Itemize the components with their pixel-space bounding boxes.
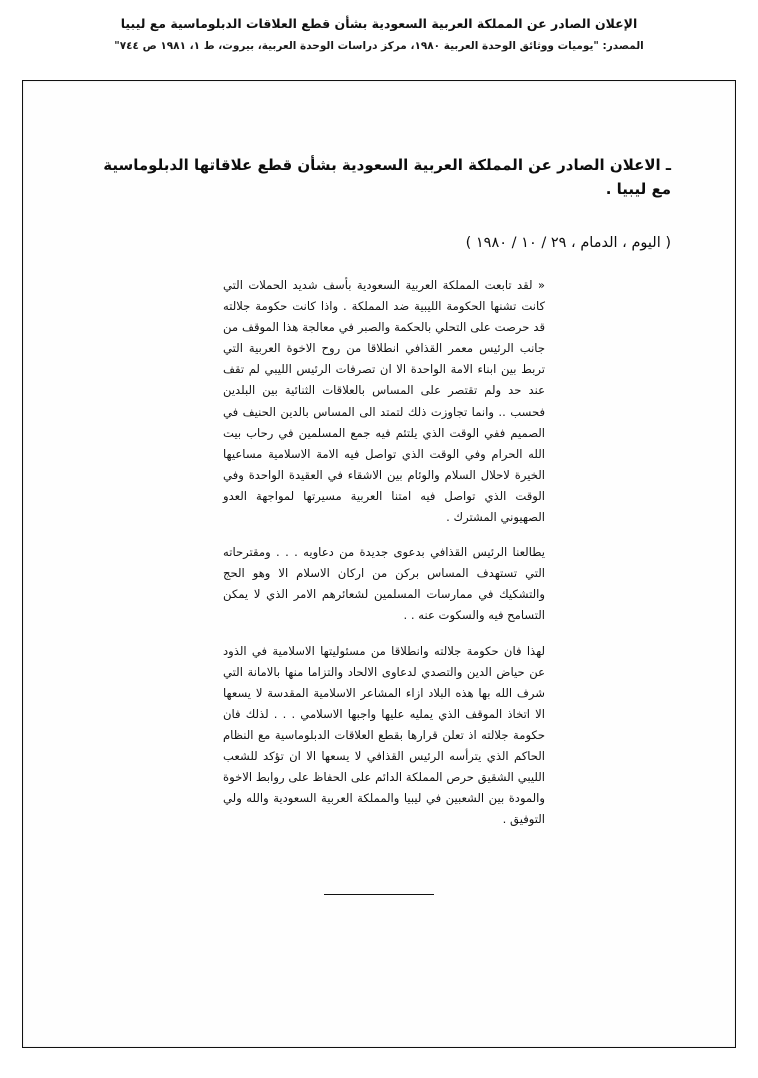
document-header (0, 0, 758, 52)
section-divider (324, 894, 434, 895)
paragraph: لهذا فان حكومة جلالته وانطلاقا من مسئوليتها الاسلامية في الذود عن حياض الدين والتصدي لدعاوى الالحاد والتزاما منها بالامانة التي شرف الله بها هذه البلاد ازاء المشاعر الاسلامية المقدسة لا يسعها الا اتخاذ الموقف الذي يمليه عليها واجبها الاسلامي . . . لذلك فان حكومة جلالته اذ تعلن قرارها بقطع العلاقات الدبلوماسية مع النظام الحاكم الذي يترأسه الرئيس القذافي لا يسعها الا ان تؤكد للشعب الليبي الشقيق حرص المملكة الدائم على الحفاظ على روابط الاخوة والمودة بين الشعبين في ليبيا والمملكة العربية السعودية والله ولي التوفيق . (223, 643, 545, 827)
document-headline: ـ الاعلان الصادر عن المملكة العربية السعودية بشأن قطع علاقاتها الدبلوماسية مع ليبيا . (103, 156, 671, 198)
document-body (23, 153, 735, 895)
scanned-page-frame (22, 80, 736, 1048)
section-divider-wrap (23, 864, 735, 895)
paragraph: يطالعنا الرئيس القذافي بدعوى جديدة من دعاويه . . . ومقترحاته التي تستهدف المساس بركن من اركان الاسلام الا وهو الحج والتشكيك في ممارسات المسلمين لشعائرهم الامر الذي لا يمكن التسامح فيه والسكوت عنه . . (223, 545, 545, 623)
paragraph: « لقد تابعت المملكة العربية السعودية بأسف شديد الحملات التي كانت تشنها الحكومة الليبية ضد المملكة . واذا كانت حكومة جلالته قد حرصت على التحلي بالحكمة والصبر في معالجة هذا الموقف من جانب الرئيس معمر القذافي انطلاقا من روح الاخوة العربية التي تربط بين ابناء الامة الواحدة الا ان تصرفات الرئيس الليبي لم تقف عند حد ولم تقتصر على المساس بالعلاقات الثنائية بين البلدين فحسب .. وانما تجاوزت ذلك لتمتد الى المساس بالدين الحنيف في الصميم ففي الوقت الذي يلتئم فيه جمع المسلمين في رحاب بيت الله الحرام وفي الوقت الذي تواصل فيه الامة الاسلامية مساعيها الخيرة لاحلال السلام والوئام بين الاشقاء في العقيدة الواحدة وفي الوقت الذي تواصل فيه امتنا العربية مسيرتها لمواجهة العدو الصهيوني المشترك . (223, 278, 545, 525)
document-text-column (223, 275, 545, 830)
source-citation: المصدر: "يوميات ووثائق الوحدة العربية ١٩٨٠، مركز دراسات الوحدة العربية، بيروت، ط ١، ١٩٨١ ص ٧٤٤" (114, 40, 644, 53)
page-title: الإعلان الصادر عن المملكة العربية السعودية بشأن قطع العلاقات الدبلوماسية مع ليبيا (120, 16, 638, 31)
document-dateline: ( اليوم ، الدمام ، ٢٩ / ١٠ / ١٩٨٠ ) (465, 235, 671, 251)
scanned-page-content (23, 81, 735, 1047)
